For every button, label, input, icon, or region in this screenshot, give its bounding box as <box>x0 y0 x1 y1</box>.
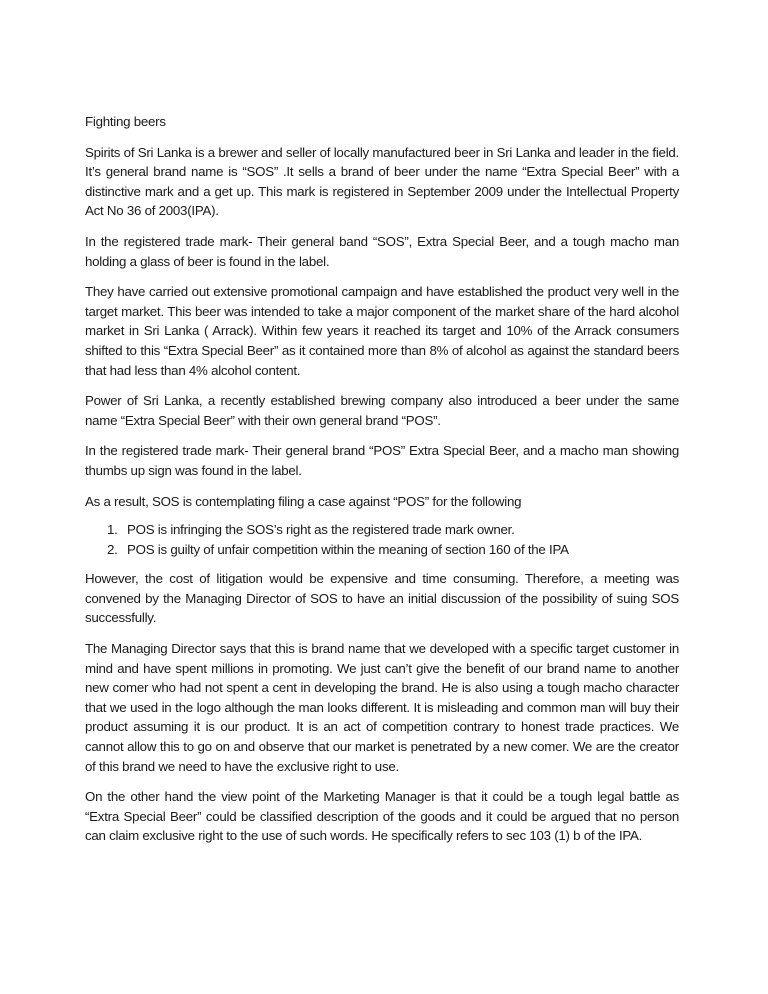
paragraph-pos-trade-mark: In the registered trade mark- Their general brand “POS” Extra Special Beer, and a macho man showing thumbs up sign was found in the label. <box>85 443 679 478</box>
document-title: Fighting beers <box>85 114 166 129</box>
paragraph-power-of-sri-lanka: Power of Sri Lanka, a recently established brewing company also introduced a beer under the same name “Extra Special Beer” with their own general brand “POS”. <box>85 393 679 428</box>
document-page <box>85 112 679 857</box>
paragraph-company-intro: Spirits of Sri Lanka is a brewer and seller of locally manufactured beer in Sri Lanka and leader in the field. It’s general brand name is “SOS” .It sells a brand of beer under the name “Extra Special Beer” with a distinctive mark and a get up. This mark is registered in September 2009 under the Intellectual Property Act No 36 of 2003(IPA). <box>85 144 679 219</box>
paragraph-litigation-cost: However, the cost of litigation would be expensive and time consuming. Therefore, a meeting was convened by the Managing Director of SOS to have an initial discussion of the possibility of suing SOS successfully. <box>85 571 679 626</box>
paragraph-sos-trade-mark: In the registered trade mark- Their general band “SOS”, Extra Special Beer, and a tough macho man holding a glass of beer is found in the label. <box>85 233 679 269</box>
paragraph-managing-director-view: The Managing Director says that this is brand name that we developed with a specific target customer in mind and have spent millions in promoting. We just can’t give the benefit of our brand name to another new comer who had not spent a cent in developing the brand. He is also using a tough macho character that we used in the logo although the man looks different. It is misleading and common man will buy their product assuming it is our product. It is an act of competition contrary to honest trade practices. We cannot allow this to go on and observe that our market is penetrated by a new comer. We are the creator of this brand we need to have the exclusive right to use. <box>85 641 679 774</box>
paragraph-promotional-campaign: They have carried out extensive promotional campaign and have established the product very well in the target market. This beer was intended to take a major component of the market share of the hard alcohol market in Sri Lanka ( Arrack). Within few years it reached its target and 10% of the Arrack consumers shifted to this “Extra Special Beer” as it contained more than 8% of alcohol as against the standard beers that had less than 4% alcohol content. <box>85 284 679 378</box>
paragraph-marketing-manager-view: On the other hand the view point of the Marketing Manager is that it could be a tough legal battle as “Extra Special Beer” could be classified description of the goods and it could be argued that no person can claim exclusive right to the use of such words. He specifically refers to sec 103 (1) b of the IPA. <box>85 789 679 844</box>
claim-item: 1. POS is infringing the SOS’s right as the registered trade mark owner. <box>121 520 679 540</box>
claim-item: 2. POS is guilty of unfair competition within the meaning of section 160 of the IPA <box>121 540 679 560</box>
paragraph-case-intro: As a result, SOS is contemplating filing a case against “POS” for the following <box>85 493 522 509</box>
claims-list <box>85 520 679 559</box>
